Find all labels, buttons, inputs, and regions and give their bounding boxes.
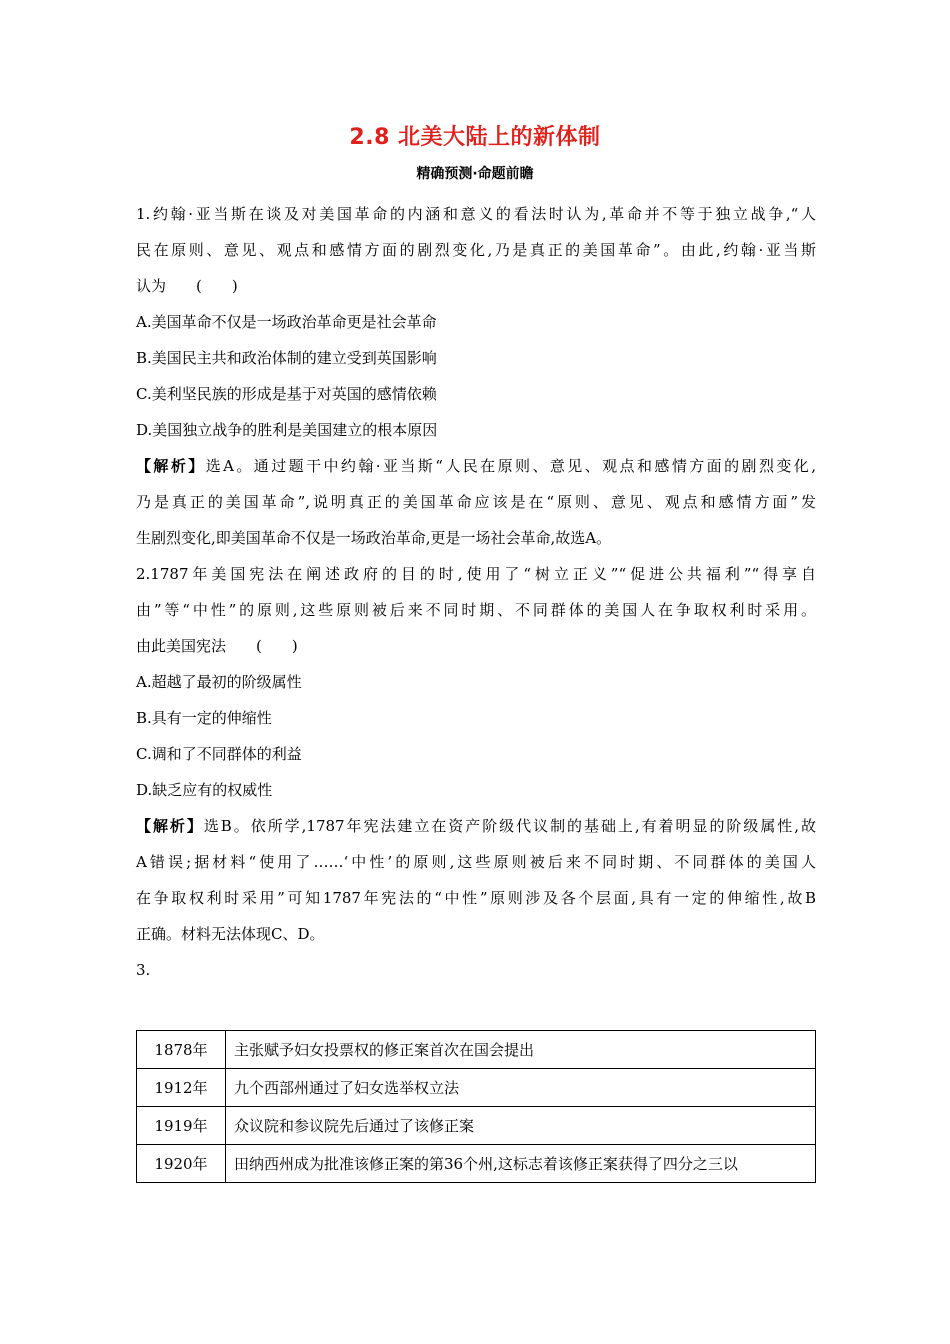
table-row bbox=[137, 1069, 816, 1107]
year-cell: 1912年 bbox=[137, 1069, 226, 1107]
q3-number: 3. bbox=[136, 961, 151, 979]
event-cell: 众议院和参议院先后通过了该修正案 bbox=[226, 1107, 816, 1145]
timeline-table bbox=[136, 1030, 816, 1183]
q1-analysis-line: 乃是真正的美国革命”,说明真正的美国革命应该是在“原则、意见、观点和感情方面”发 bbox=[136, 493, 816, 511]
analysis-label: 【解析】 bbox=[136, 457, 206, 475]
q1-option-b: B.美国民主共和政治体制的建立受到英国影响 bbox=[136, 349, 437, 367]
q2-option-b: B.具有一定的伸缩性 bbox=[136, 709, 272, 727]
q1-stem-line: 民在原则、意见、观点和感情方面的剧烈变化,乃是真正的美国革命”。由此,约翰·亚当斯 bbox=[136, 241, 816, 259]
q1-option-a: A.美国革命不仅是一场政治革命更是社会革命 bbox=[136, 313, 437, 331]
q2-analysis-line bbox=[136, 808, 816, 844]
q2-option-a: A.超越了最初的阶级属性 bbox=[136, 673, 302, 691]
analysis-text: 选A。通过题干中约翰·亚当斯“人民在原则、意见、观点和感情方面的剧烈变化, bbox=[205, 457, 816, 475]
q2-analysis-line: 在争取权利时采用”可知1787年宪法的“中性”原则涉及各个层面,具有一定的伸缩性,故B bbox=[136, 889, 816, 907]
q2-option-c: C.调和了不同群体的利益 bbox=[136, 745, 302, 763]
analysis-text: 选B。依所学,1787年宪法建立在资产阶级代议制的基础上,有着明显的阶级属性,故 bbox=[203, 817, 816, 835]
answer-paren: ( ) bbox=[256, 637, 298, 655]
event-cell: 主张赋予妇女投票权的修正案首次在国会提出 bbox=[226, 1031, 816, 1069]
analysis-label: 【解析】 bbox=[136, 817, 204, 835]
q1-stem-last bbox=[136, 268, 816, 304]
question-content bbox=[136, 196, 816, 988]
q1-option-c: C.美利坚民族的形成是基于对英国的感情依赖 bbox=[136, 385, 437, 403]
section-subtitle: 精确预测·命题前瞻 bbox=[416, 166, 534, 182]
year-cell: 1878年 bbox=[137, 1031, 226, 1069]
year-cell: 1919年 bbox=[137, 1107, 226, 1145]
event-cell: 九个西部州通过了妇女选举权立法 bbox=[226, 1069, 816, 1107]
event-cell: 田纳西州成为批准该修正案的第36个州,这标志着该修正案获得了四分之三以 bbox=[226, 1145, 816, 1183]
year-cell: 1920年 bbox=[137, 1145, 226, 1183]
table-row bbox=[137, 1145, 816, 1183]
q2-stem-line: 由”等“中性”的原则,这些原则被后来不同时期、不同群体的美国人在争取权利时采用。 bbox=[136, 601, 816, 619]
answer-paren: ( ) bbox=[196, 277, 238, 295]
q2-stem-last bbox=[136, 628, 816, 664]
q1-option-d: D.美国独立战争的胜利是美国建立的根本原因 bbox=[136, 421, 438, 439]
page-title: 2.8 北美大陆上的新体制 bbox=[349, 125, 601, 150]
q2-stem-end: 由此美国宪法 bbox=[136, 637, 227, 655]
q1-stem-line: 1.约翰·亚当斯在谈及对美国革命的内涵和意义的看法时认为,革命并不等于独立战争,“人 bbox=[136, 205, 816, 223]
q1-stem-end: 认为 bbox=[136, 277, 167, 295]
q2-stem-line: 2.1787年美国宪法在阐述政府的目的时,使用了“树立正义”“促进公共福利”“得享自 bbox=[136, 565, 816, 583]
q2-option-d: D.缺乏应有的权威性 bbox=[136, 781, 273, 799]
table-row bbox=[137, 1031, 816, 1069]
q1-analysis-line: 生剧烈变化,即美国革命不仅是一场政治革命,更是一场社会革命,故选A。 bbox=[136, 529, 612, 547]
q2-analysis-line: 正确。材料无法体现C、D。 bbox=[136, 925, 325, 943]
q2-analysis-line: A错误;据材料“使用了……‘中性’的原则,这些原则被后来不同时期、不同群体的美国人 bbox=[136, 853, 816, 871]
table-row bbox=[137, 1107, 816, 1145]
q1-analysis-line bbox=[136, 448, 816, 484]
